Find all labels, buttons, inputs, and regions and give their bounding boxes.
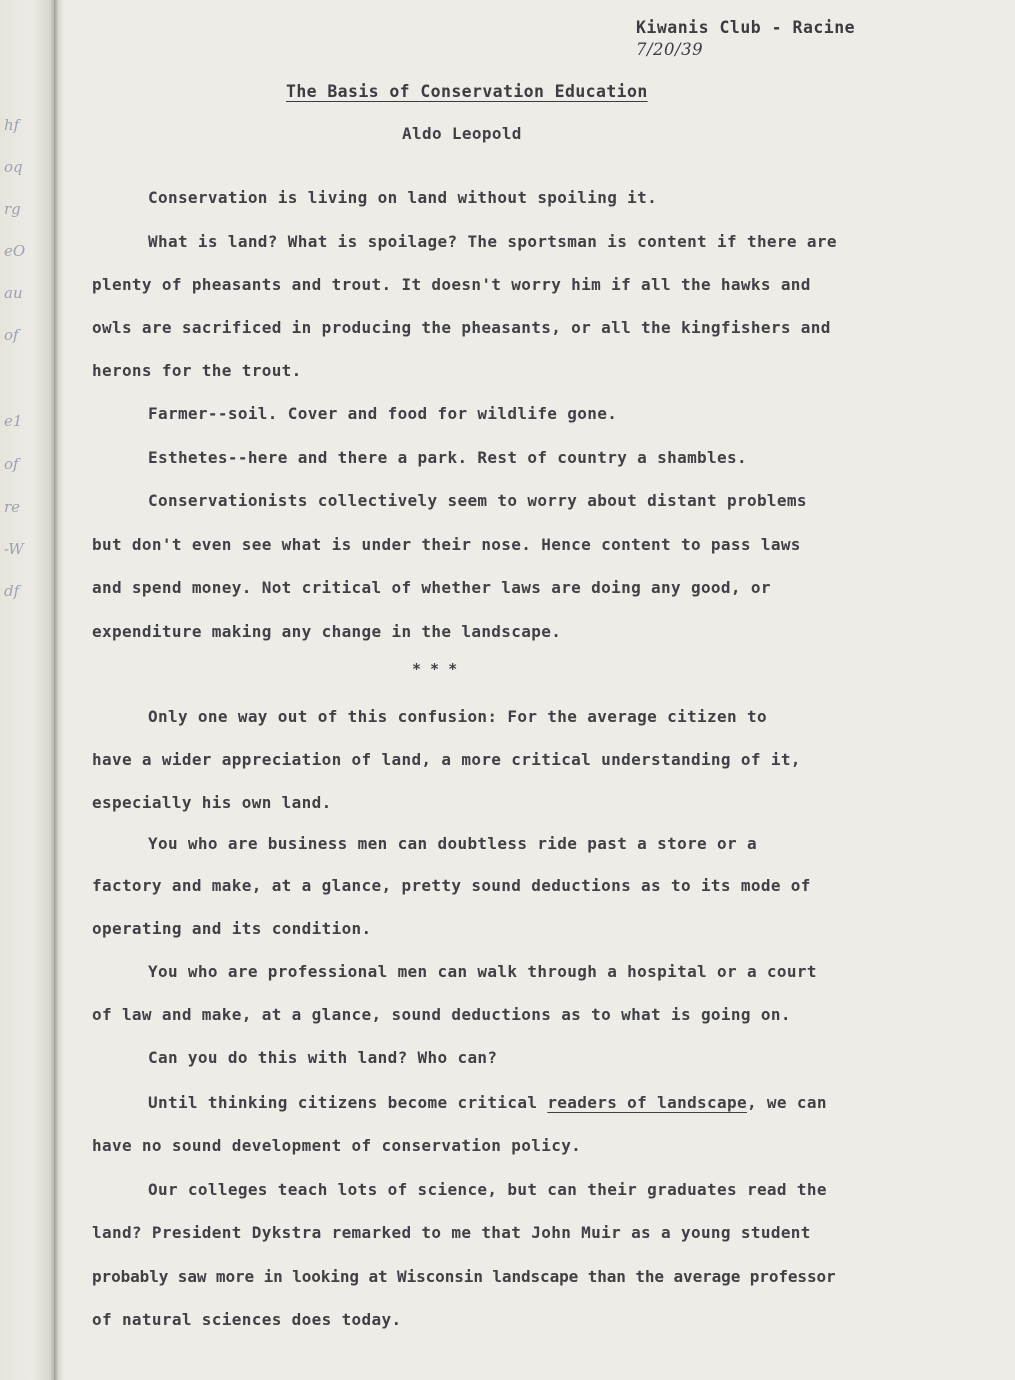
paragraph-line: Esthetes--here and there a park. Rest of country a shambles. xyxy=(148,448,747,467)
facing-page-fragment: hf xyxy=(4,116,20,134)
paragraph-line: but don't even see what is under their nose. Hence content to pass laws xyxy=(92,535,801,554)
facing-page-fragment: df xyxy=(4,582,20,600)
text-segment: , we can xyxy=(746,1093,827,1112)
paragraph-line: herons for the trout. xyxy=(92,361,302,380)
facing-page-fragments xyxy=(0,0,40,1380)
paragraph-line: especially his own land. xyxy=(92,793,332,812)
paragraph-line: plenty of pheasants and trout. It doesn't worry him if all the hawks and xyxy=(92,275,811,294)
paragraph-line: You who are professional men can walk through a hospital or a court xyxy=(148,962,817,981)
facing-page-fragment: oq xyxy=(4,158,23,176)
facing-page-fragment: re xyxy=(4,498,21,516)
author-name: Aldo Leopold xyxy=(402,124,522,143)
paragraph-line: Conservationists collectively seem to worry about distant problems xyxy=(148,491,807,510)
page-edge-shadow xyxy=(54,0,64,1380)
paragraph-line: Can you do this with land? Who can? xyxy=(148,1048,498,1067)
paragraph-line: of law and make, at a glance, sound deductions as to what is going on. xyxy=(92,1005,791,1024)
header-date: 7/20/39 xyxy=(636,40,704,59)
paragraph-line: You who are business men can doubtless ride past a store or a xyxy=(148,834,757,853)
paragraph-line: owls are sacrificed in producing the pheasants, or all the kingfishers and xyxy=(92,318,831,337)
facing-page-fragment: e1 xyxy=(4,412,23,430)
facing-page-fragment: au xyxy=(4,284,23,302)
paragraph-line: operating and its condition. xyxy=(92,919,372,938)
facing-page-fragment: of xyxy=(4,326,19,344)
paragraph-line xyxy=(148,1093,827,1112)
paragraph-line: Farmer--soil. Cover and food for wildlife gone. xyxy=(148,404,618,423)
facing-page-fragment: -W xyxy=(4,540,24,558)
paragraph-line: have no sound development of conservation policy. xyxy=(92,1136,582,1155)
facing-page-fragment: rg xyxy=(4,200,21,218)
paragraph-line: Only one way out of this confusion: For the average citizen to xyxy=(148,707,767,726)
paragraph-line: Conservation is living on land without spoiling it. xyxy=(148,188,658,207)
paragraph-line: have a wider appreciation of land, a more critical understanding of it, xyxy=(92,750,801,769)
paragraph-line: land? President Dykstra remarked to me that John Muir as a young student xyxy=(92,1223,811,1242)
section-separator: * * * xyxy=(412,660,458,678)
paragraph-line: expenditure making any change in the landscape. xyxy=(92,622,562,641)
paragraph-line: probably saw more in looking at Wisconsin landscape than the average professor xyxy=(92,1267,836,1286)
underlined-phrase: readers of landscape xyxy=(547,1093,747,1112)
header-club: Kiwanis Club - Racine xyxy=(636,18,856,37)
facing-page-fragment: of xyxy=(4,455,19,473)
paragraph-line: of natural sciences does today. xyxy=(92,1310,402,1329)
paragraph-line: What is land? What is spoilage? The sportsman is content if there are xyxy=(148,232,837,251)
document-title: The Basis of Conservation Education xyxy=(286,82,648,101)
text-segment: Until thinking citizens become critical xyxy=(148,1093,548,1112)
paragraph-line: factory and make, at a glance, pretty sound deductions as to its mode of xyxy=(92,876,811,895)
paragraph-line: and spend money. Not critical of whether laws are doing any good, or xyxy=(92,578,771,597)
facing-page-fragment: eO xyxy=(4,242,26,260)
paragraph-line: Our colleges teach lots of science, but can their graduates read the xyxy=(148,1180,827,1199)
